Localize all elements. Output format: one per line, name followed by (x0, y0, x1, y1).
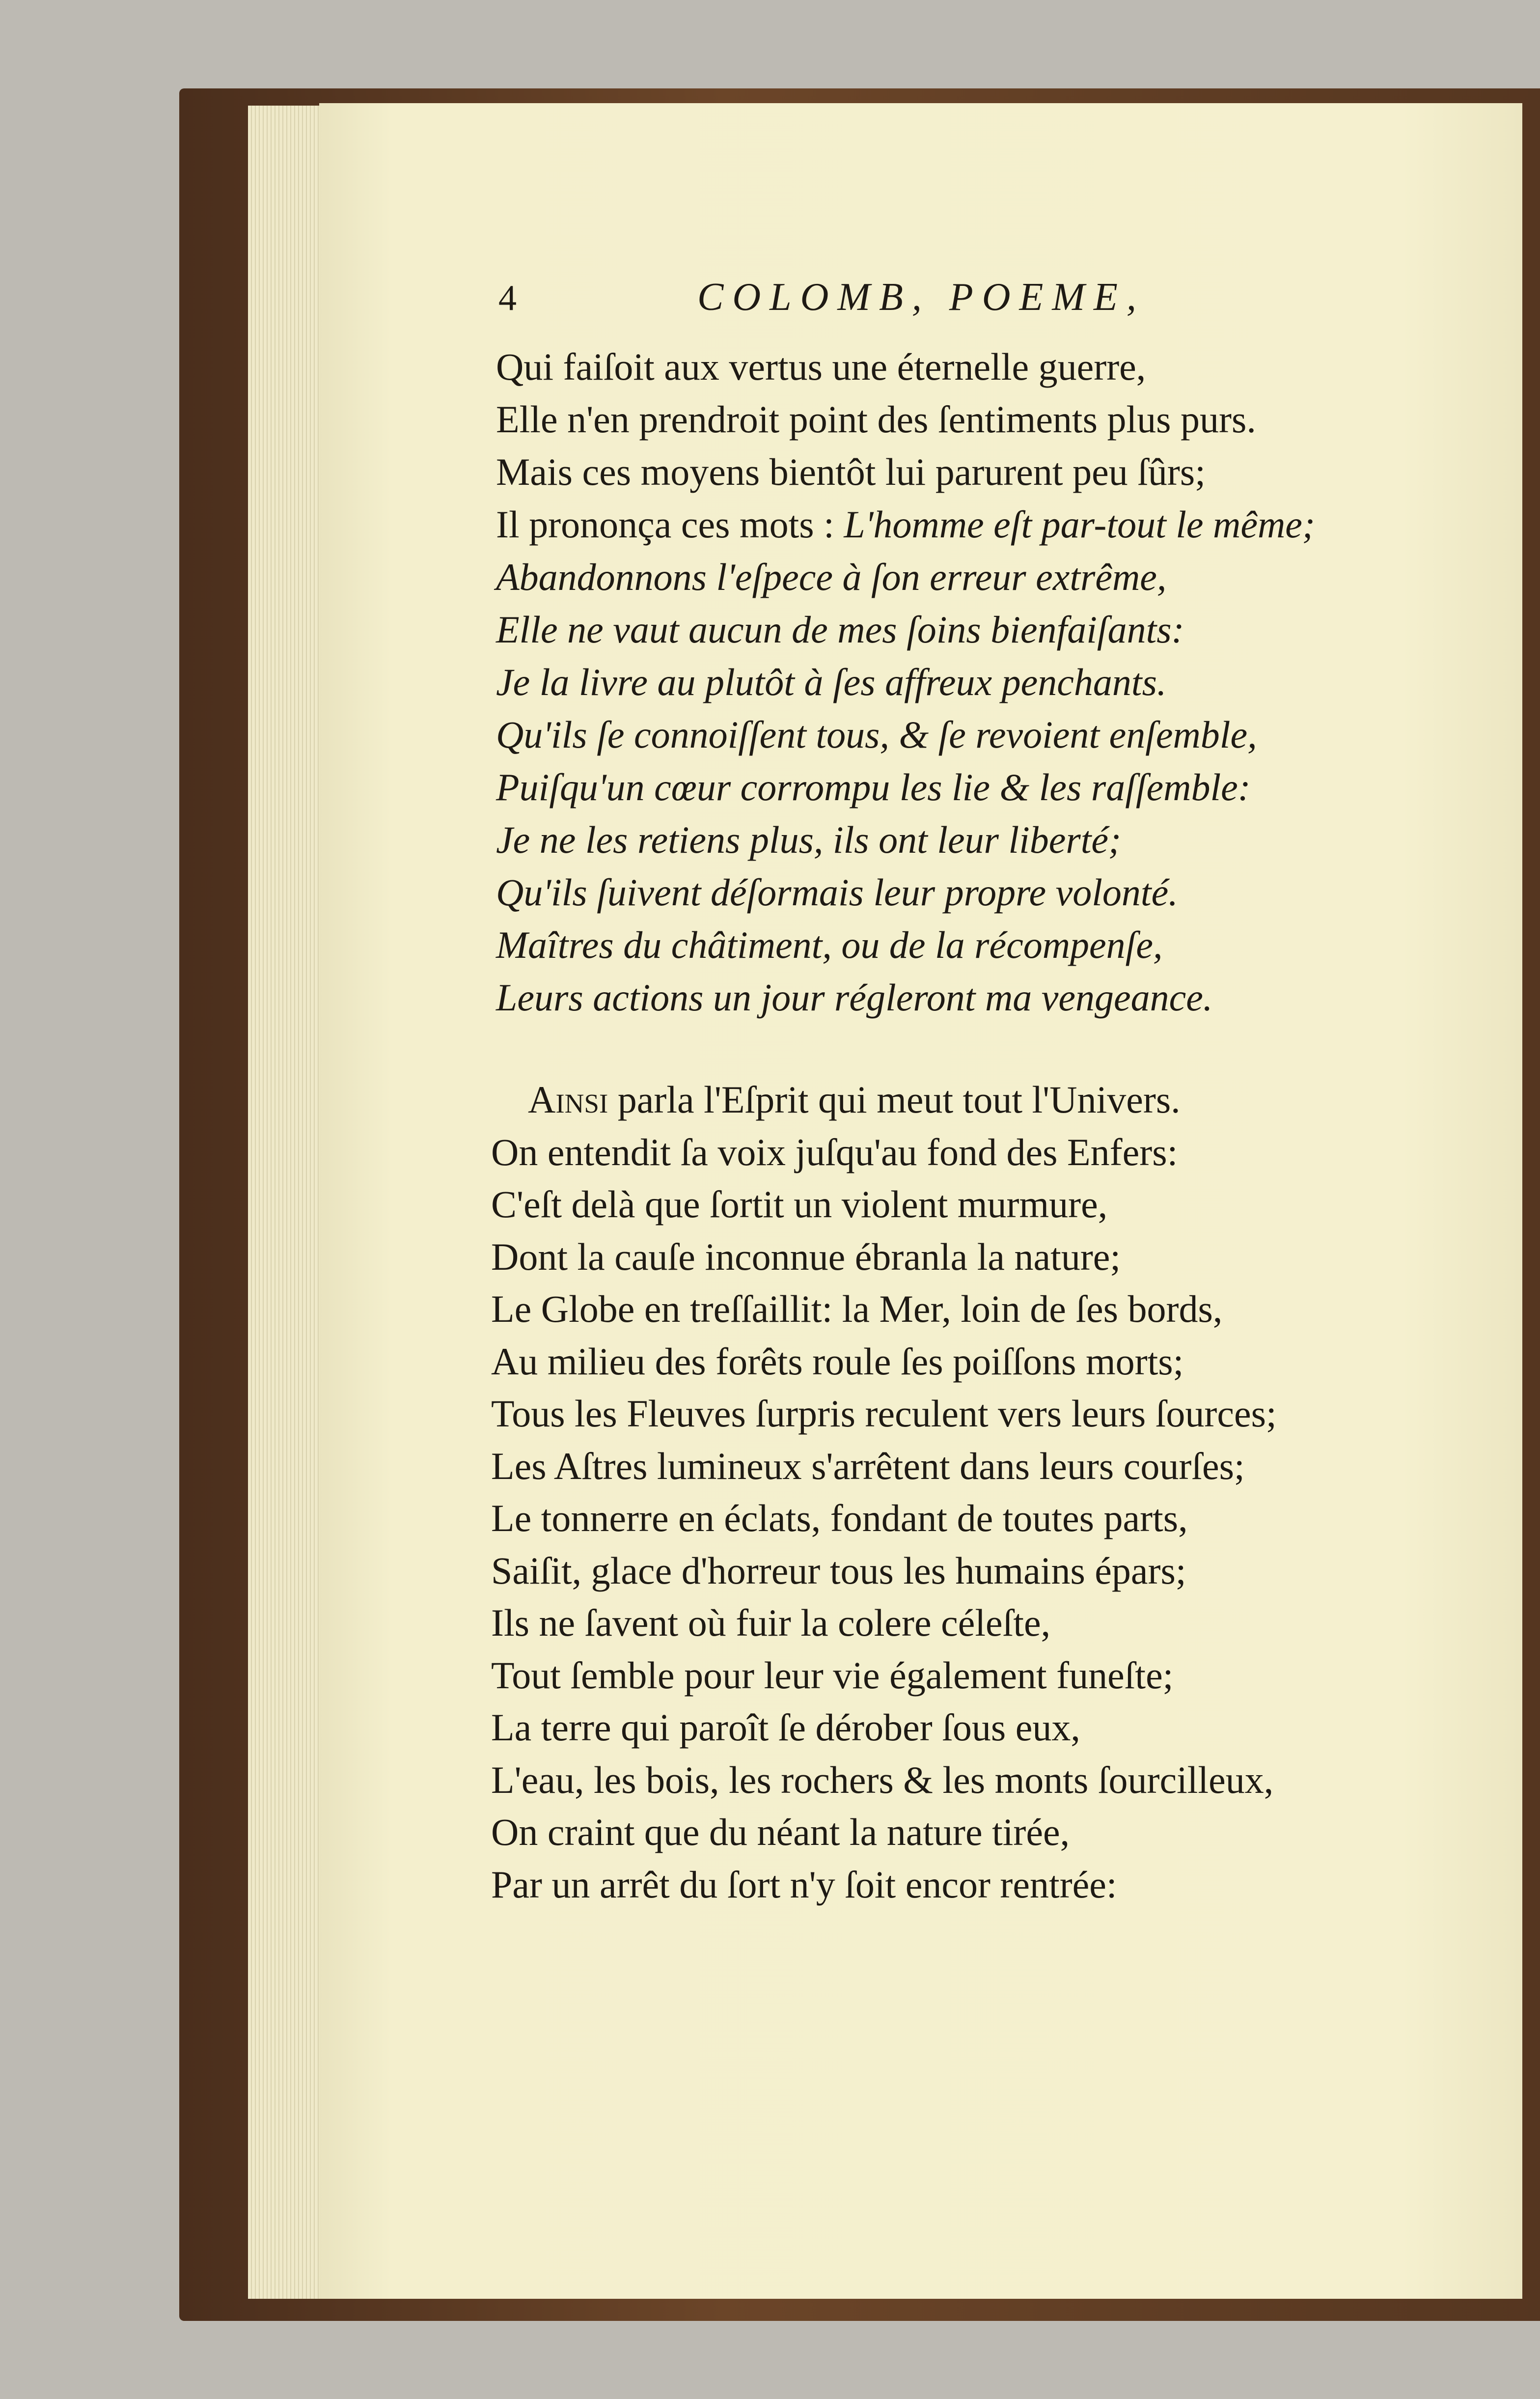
verse-line (496, 818, 1122, 861)
verse-text: Elle ne vaut aucun de mes ſoins bienfaiſants: (496, 608, 1184, 651)
verse-line (496, 608, 1184, 651)
verse-text: Je la livre au plutôt à ſes affreux penchants. (496, 661, 1167, 703)
verse-text: Mais ces moyens bientôt lui parurent peu ſûrs; (496, 450, 1206, 493)
verse-line (491, 1185, 1107, 1224)
verse-text: Le Globe en treſſaillit: la Mer, loin de ſes bords, (491, 1287, 1223, 1330)
verse-text: Ils ne ſavent où fuir la colere céleſte, (491, 1601, 1051, 1644)
verse-text: Leurs actions un jour régleront ma vengeance. (496, 976, 1213, 1019)
verse-line (496, 923, 1163, 966)
verse-line (491, 1549, 1186, 1592)
verse-text: Puiſqu'un cœur corrompu les lie & les raſſemble: (496, 766, 1251, 809)
verse-text: C'eſt delà que ſortit un violent murmure, (491, 1183, 1108, 1226)
verse-text: Maîtres du châtiment, ou de la récompenſe, (496, 923, 1163, 966)
verse-text: L'eau, les bois, les rochers & les monts ſourcilleux, (491, 1758, 1274, 1801)
verse-line (491, 1392, 1277, 1435)
verse-line (496, 505, 1315, 544)
verse-line (491, 1863, 1117, 1906)
verse-text: Au milieu des forêts roule ſes poiſſons morts; (491, 1339, 1184, 1383)
verse-text: Par un arrêt du ſort n'y ſoit encor rentrée: (491, 1863, 1117, 1906)
verse-text: Qu'ils ſuivent déſormais leur propre volonté. (496, 871, 1178, 914)
verse-text: Qui faiſoit aux vertus une éternelle guerre, (496, 345, 1146, 388)
verse-text: On craint que du néant la nature tirée, (491, 1811, 1070, 1853)
verse-line (496, 873, 1178, 912)
verse-line (491, 1444, 1245, 1487)
spoken-words: L'homme eſt par-tout le même; (844, 503, 1315, 546)
verse-text: Il prononça ces mots : (496, 503, 834, 546)
verse-line (491, 1499, 1188, 1537)
verse-line (496, 713, 1257, 756)
verse-line (491, 1708, 1080, 1747)
verse-text: Elle n'en prendroit point des ſentiments plus purs. (496, 398, 1256, 441)
verse-line (491, 1758, 1274, 1801)
verse-line (491, 1130, 1178, 1173)
verse-line (491, 1813, 1070, 1851)
verse-text: Saiſit, glace d'horreur tous les humains épars; (491, 1549, 1186, 1592)
verse-line (496, 663, 1166, 701)
verse-text: Le tonnerre en éclats, fondant de toutes parts, (491, 1497, 1188, 1539)
verse-text: Qu'ils ſe connoiſſent tous, & ſe revoient enſemble, (496, 713, 1257, 756)
verse-line (496, 558, 1166, 596)
verse-line (528, 1078, 1181, 1121)
running-title: COLOMB, POEME, (697, 276, 1145, 319)
verse-line (491, 1287, 1223, 1330)
verse-line (496, 768, 1251, 807)
verse-text: Les Aſtres lumineux s'arrêtent dans leurs courſes; (491, 1444, 1245, 1487)
verse-text: On entendit ſa voix juſqu'au fond des Enfers: (491, 1130, 1178, 1173)
verse-text: parla l'Eſprit qui meut tout l'Univers. (608, 1078, 1181, 1121)
verse-line (496, 450, 1206, 493)
verse-line (491, 1339, 1184, 1383)
verse-line (496, 400, 1256, 439)
verse-text: Tous les Fleuves ſurpris reculent vers leurs ſources; (491, 1392, 1277, 1435)
verse-line (491, 1653, 1174, 1697)
verse-text: La terre qui paroît ſe dérober ſous eux, (491, 1706, 1080, 1749)
verse-line (491, 1235, 1121, 1278)
verse-line (491, 1601, 1051, 1644)
verse-text: Abandonnons l'eſpece à ſon erreur extrême, (496, 556, 1167, 598)
page-edges (248, 106, 322, 2299)
verse-text: Dont la cauſe inconnue ébranla la nature; (491, 1235, 1121, 1278)
verse-text: Tout ſemble pour leur vie également funeſte; (491, 1653, 1174, 1697)
verse-line (496, 345, 1146, 388)
verse-text: Je ne les retiens plus, ils ont leur liberté; (496, 818, 1122, 861)
verse-line (496, 978, 1212, 1017)
page-number: 4 (498, 278, 517, 318)
small-caps-opening: Ainsi (528, 1078, 608, 1121)
